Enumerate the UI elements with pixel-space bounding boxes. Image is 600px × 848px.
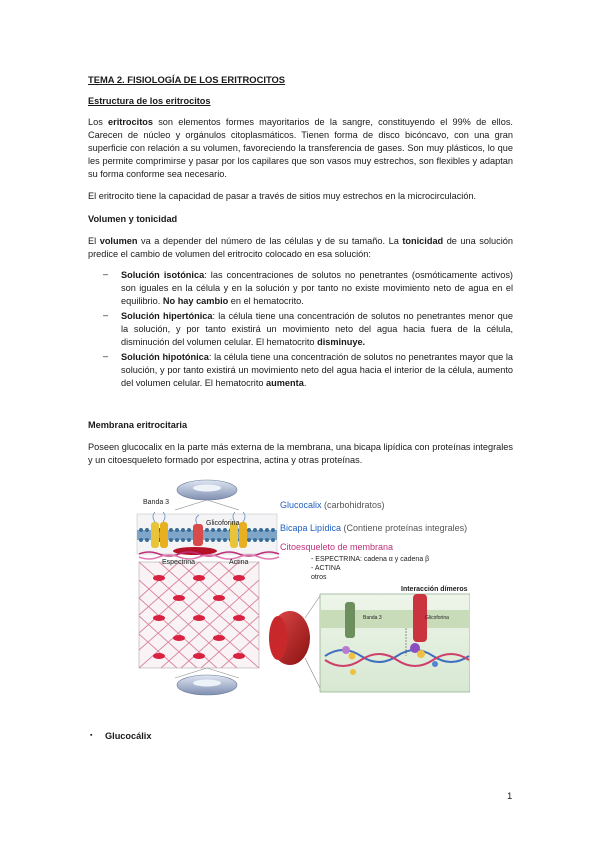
figure-label-espectrina: Espectrina (162, 559, 196, 566)
figure-label-glicoforina: Glicoforina (206, 520, 240, 527)
bullet-hipertonica: Solución hipertónica: la célula tiene una concentración de solutos no penetrantes menor que la solución, y por tanto existirá un movimiento neto del agua hacia fuera de la célula, disminución del volumen celular. El hematocrito disminuye. (121, 311, 513, 347)
bullet-glucocalix: Glucocálix (105, 731, 152, 741)
figure-label-banda3: Banda 3 (143, 499, 170, 506)
figure-label-actina: Actina (229, 559, 249, 566)
figure-label-banda3-detail: Banda 3 (363, 615, 382, 621)
paragraph-eritrocitos: Los eritrocitos son elementos formes mayoritarios de la sangre, constituyendo el 99% de ellos. Carecen de núcleo y orgánulos citoplasmáticos. Tienen forma de disco bicóncavo, con una gran superficie con relación a su volumen, favoreciendo la transferencia de gases. Son muy plásticos, lo que les permite comprimirse y pasar por los capilares que son vasos muy estrechos, son flexibles y adaptan su forma conforme sea necesario. (88, 117, 513, 179)
figure-label-glicoforina-detail: Glicoforina (425, 615, 449, 621)
membrane-figure (125, 478, 470, 698)
page-number: 1 (507, 791, 513, 802)
figure-list-espectrina: - ESPECTRINA: cadena α y cadena β (311, 556, 430, 563)
figure-label-citoesqueleto: Citoesqueleto de membrana (280, 542, 394, 552)
figure-label-bicapa: Bicapa Lipídica (Contiene proteínas integrales) (280, 523, 468, 533)
bullet-hipotonica: Solución hipotónica: la célula tiene una concentración de solutos no penetrantes mayor que la solución, y por tanto existirá un movimiento neto del agua hacia el interior de la célula, aumento del volumen celular. El hematocrito aumenta. (121, 352, 513, 388)
figure-label-glucocalix: Glucocalix (carbohidratos) (280, 500, 385, 510)
bullet-marker: – (103, 269, 109, 279)
paragraph-microcirculacion: El eritrocito tiene la capacidad de pasar a través de sitios muy estrechos en la microcirculación. (88, 191, 477, 201)
bullet-square-marker: ▪ (90, 732, 93, 739)
paragraph-volumen: El volumen va a depender del número de las células y de su tamaño. La tonicidad de una solución predice el cambio de volumen del eritrocito colocado en esa solución: (88, 236, 513, 259)
figure-list-actina: - ACTINA (311, 565, 341, 572)
paragraph-membrana: Poseen glucocalix en la parte más externa de la membrana, una bicapa lipídica con proteínas integrales y un citoesqueleto formado por espectrina, actina y otras proteínas. (88, 442, 513, 465)
bullet-marker: – (103, 351, 109, 361)
figure-label-interaccion: Interacción dímeros (401, 586, 468, 593)
section-heading-membrana: Membrana eritrocitaria (88, 420, 188, 430)
document-title: TEMA 2. FISIOLOGÍA DE LOS ERITROCITOS (88, 74, 286, 85)
bullet-marker: – (103, 310, 109, 320)
bullet-isotonica: Solución isotónica: las concentraciones de solutos no penetrantes (osmóticamente activos) son iguales en la célula y en la solución y por tanto no existe movimiento neto de agua en el equilibrio. No hay cambio en el hematocrito. (121, 270, 513, 306)
section-heading-estructura: Estructura de los eritrocitos (88, 96, 211, 106)
section-heading-volumen: Volumen y tonicidad (88, 214, 178, 224)
figure-list-otros: otros (311, 574, 327, 581)
